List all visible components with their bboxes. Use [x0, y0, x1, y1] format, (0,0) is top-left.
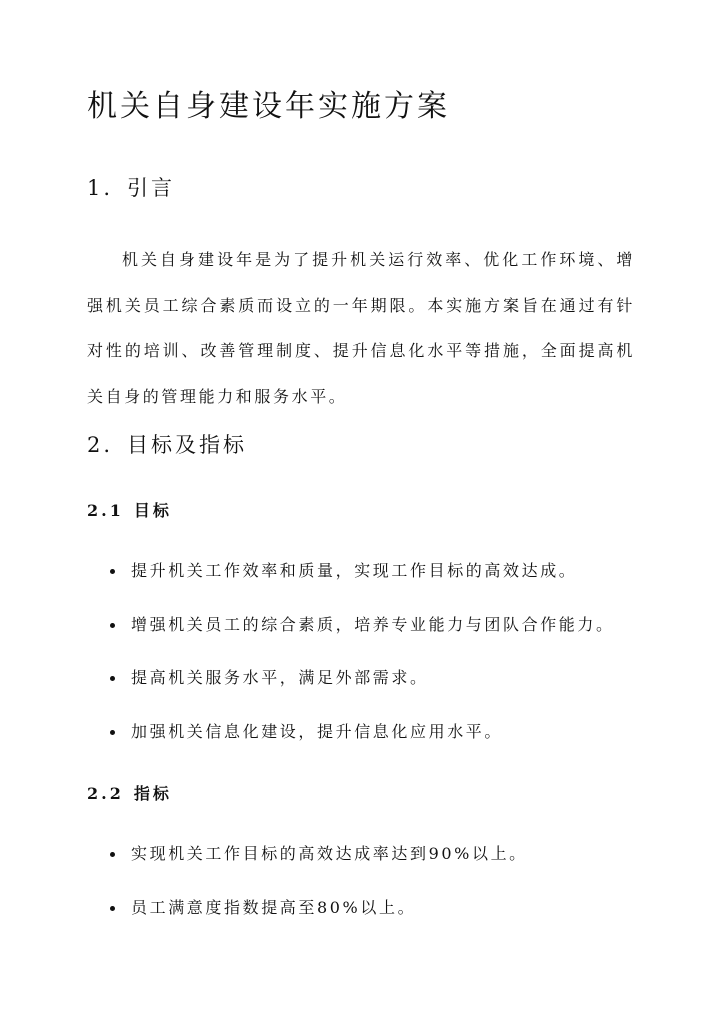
list-item — [87, 719, 647, 773]
list-item — [87, 665, 647, 719]
bullet-icon — [110, 852, 115, 857]
section-number: 1. — [87, 176, 114, 200]
list-item-text: 增强机关员工的综合素质，培养专业能力与团队合作能力。 — [131, 614, 615, 634]
list-item — [87, 558, 647, 612]
section-heading-goals-indicators — [87, 430, 247, 460]
list-item — [87, 841, 647, 895]
list-item-text: 员工满意度指数提高至80%以上。 — [131, 897, 417, 917]
bullet-icon — [110, 906, 115, 911]
introduction-paragraph: 机关自身建设年是为了提升机关运行效率、优化工作环境、增强机关员工综合素质而设立的一年期限。本实施方案旨在通过有针对性的培训、改善管理制度、提升信息化水平等措施，全面提高机关自身的管理能力和服务水平。 — [87, 250, 635, 406]
subsection-title: 目标 — [133, 501, 172, 520]
section-title: 引言 — [127, 176, 176, 200]
list-item-text: 实现机关工作目标的高效达成率达到90%以上。 — [131, 844, 528, 863]
subsection-number: 2.1 — [87, 501, 124, 520]
subsection-title: 指标 — [133, 784, 172, 803]
indicators-list — [87, 841, 647, 948]
bullet-icon — [110, 569, 115, 574]
section-number: 2. — [87, 433, 114, 457]
bullet-icon — [110, 730, 115, 735]
bullet-icon — [110, 623, 115, 628]
goals-list — [87, 558, 647, 772]
list-item — [87, 612, 647, 666]
list-item-text: 提升机关工作效率和质量，实现工作目标的高效达成。 — [131, 561, 578, 580]
document-title: 机关自身建设年实施方案 — [87, 89, 450, 124]
section-heading-introduction — [87, 173, 175, 203]
subsection-heading-indicators — [87, 782, 172, 806]
list-item — [87, 895, 647, 949]
bullet-icon — [110, 676, 115, 681]
section-title: 目标及指标 — [127, 433, 248, 457]
list-item-text: 提高机关服务水平，满足外部需求。 — [131, 668, 429, 687]
subsection-number: 2.2 — [87, 784, 124, 803]
subsection-heading-goals — [87, 499, 172, 523]
list-item-text: 加强机关信息化建设，提升信息化应用水平。 — [131, 721, 504, 741]
